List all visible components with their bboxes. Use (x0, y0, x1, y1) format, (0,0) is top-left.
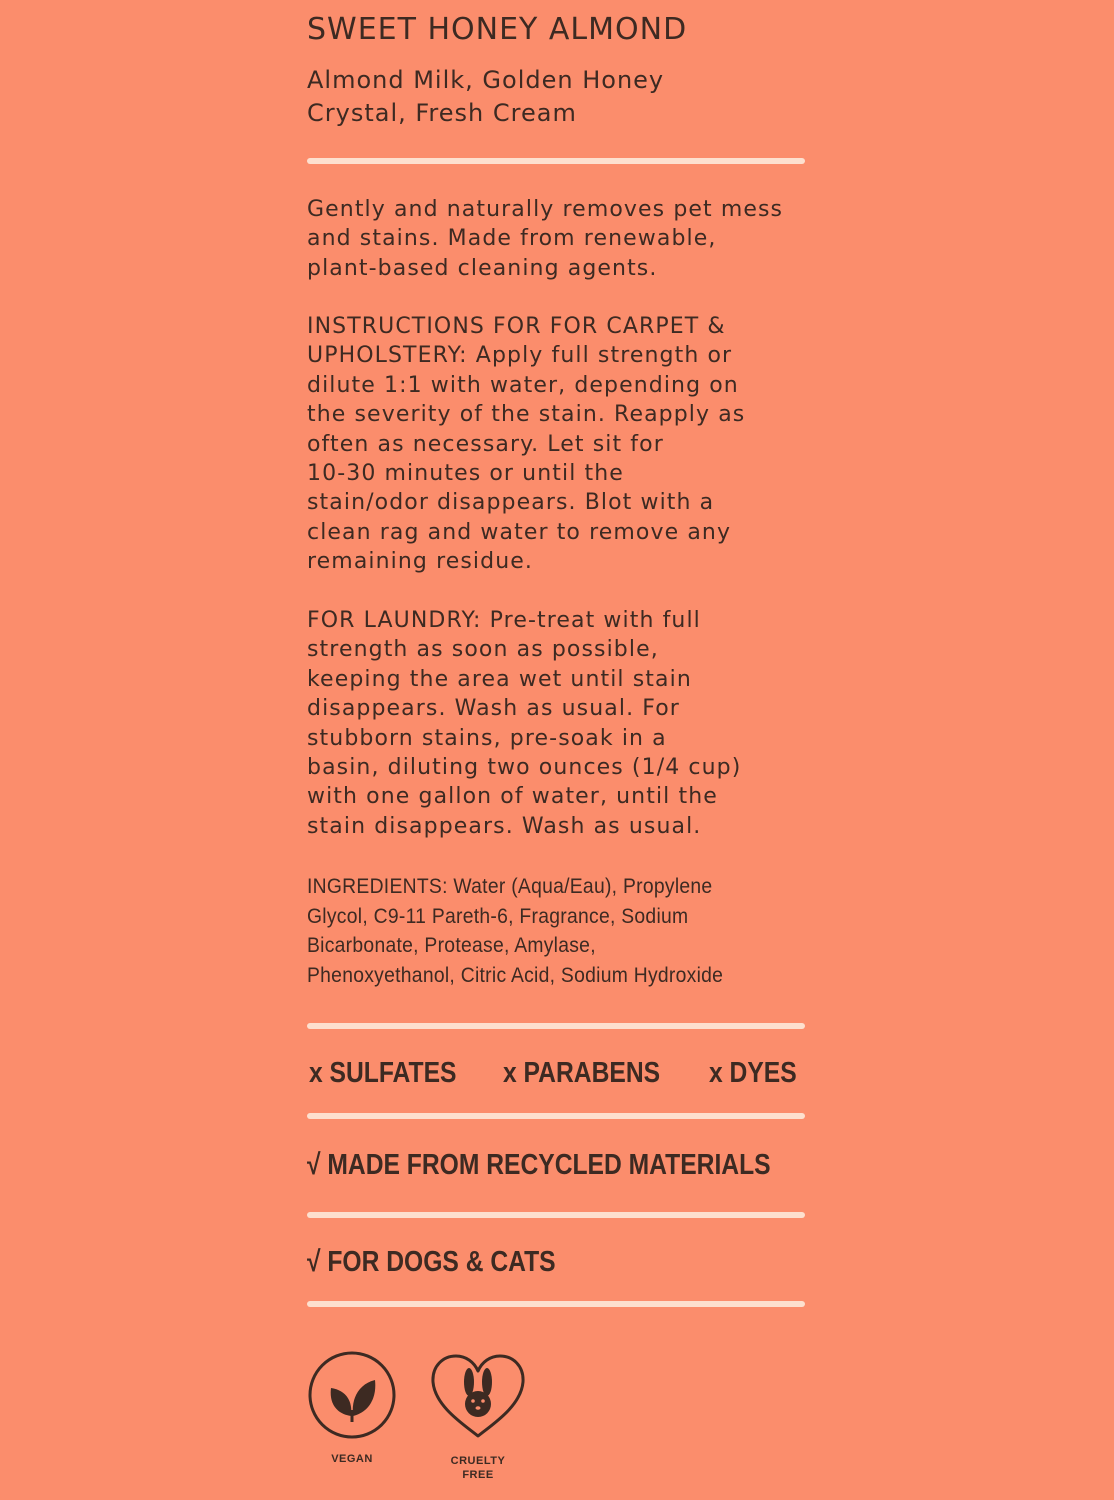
vegan-leaf-icon (307, 1350, 397, 1442)
free-from-dyes: x DYES (709, 1057, 797, 1089)
claim-recycled-materials: √ MADE FROM RECYCLED MATERIALS (307, 1149, 771, 1181)
scent-notes: Almond Milk, Golden Honey Crystal, Fresh Cream (307, 66, 665, 127)
vegan-label: VEGAN (331, 1453, 373, 1465)
laundry-instructions-heading: FOR LAUNDRY: (307, 608, 482, 633)
cruelty-free-label: CRUELTY FREE (450, 1455, 506, 1481)
vegan-badge (307, 1350, 397, 1466)
claim-dogs-cats: √ FOR DOGS & CATS (307, 1246, 556, 1278)
ingredients-heading: INGREDIENTS: (307, 875, 448, 898)
ingredients-list (307, 872, 723, 990)
divider (307, 1113, 805, 1119)
free-from-sulfates: x SULFATES (309, 1057, 457, 1089)
laundry-instructions-text: Pre-treat with full strength as soon as possible, keeping the area wet until stain disappears. Wash as usual. For stubborn stains, pre-soak in a basin, diluting two ounces (1/4 cup) with one gallon of water, until the stain disappears. Wash as usual. (307, 608, 742, 839)
divider (307, 1023, 805, 1029)
divider (307, 158, 805, 164)
laundry-instructions (307, 606, 741, 841)
cruelty-free-bunny-heart-icon (429, 1352, 527, 1442)
free-from-row (307, 1057, 807, 1093)
carpet-instructions-heading: INSTRUCTIONS FOR FOR CARPET & UPHOLSTERY: (307, 314, 726, 369)
ingredients-text: Water (Aqua/Eau), Propylene Glycol, C9-11 Pareth-6, Fragrance, Sodium Bicarbonate, Protease, Amylase, Phenoxyethanol, Citric Acid, Sodium Hydroxide (307, 875, 724, 987)
cruelty-free-badge (429, 1352, 527, 1482)
product-description: Gently and naturally removes pet mess and stains. Made from renewable, plant-based cleaning agents. (307, 197, 784, 281)
carpet-instructions-text: Apply full strength or dilute 1:1 with water, depending on the severity of the stain. Reapply as often as necessary. Let sit for 10-30 minutes or until the stain/odor disappears. Blot with a clean rag and water to remove any remaining residue. (307, 343, 746, 575)
divider (307, 1212, 805, 1218)
divider (307, 1301, 805, 1307)
carpet-instructions (307, 312, 745, 577)
free-from-parabens: x PARABENS (503, 1057, 661, 1089)
product-name: SWEET HONEY ALMOND (307, 12, 688, 47)
